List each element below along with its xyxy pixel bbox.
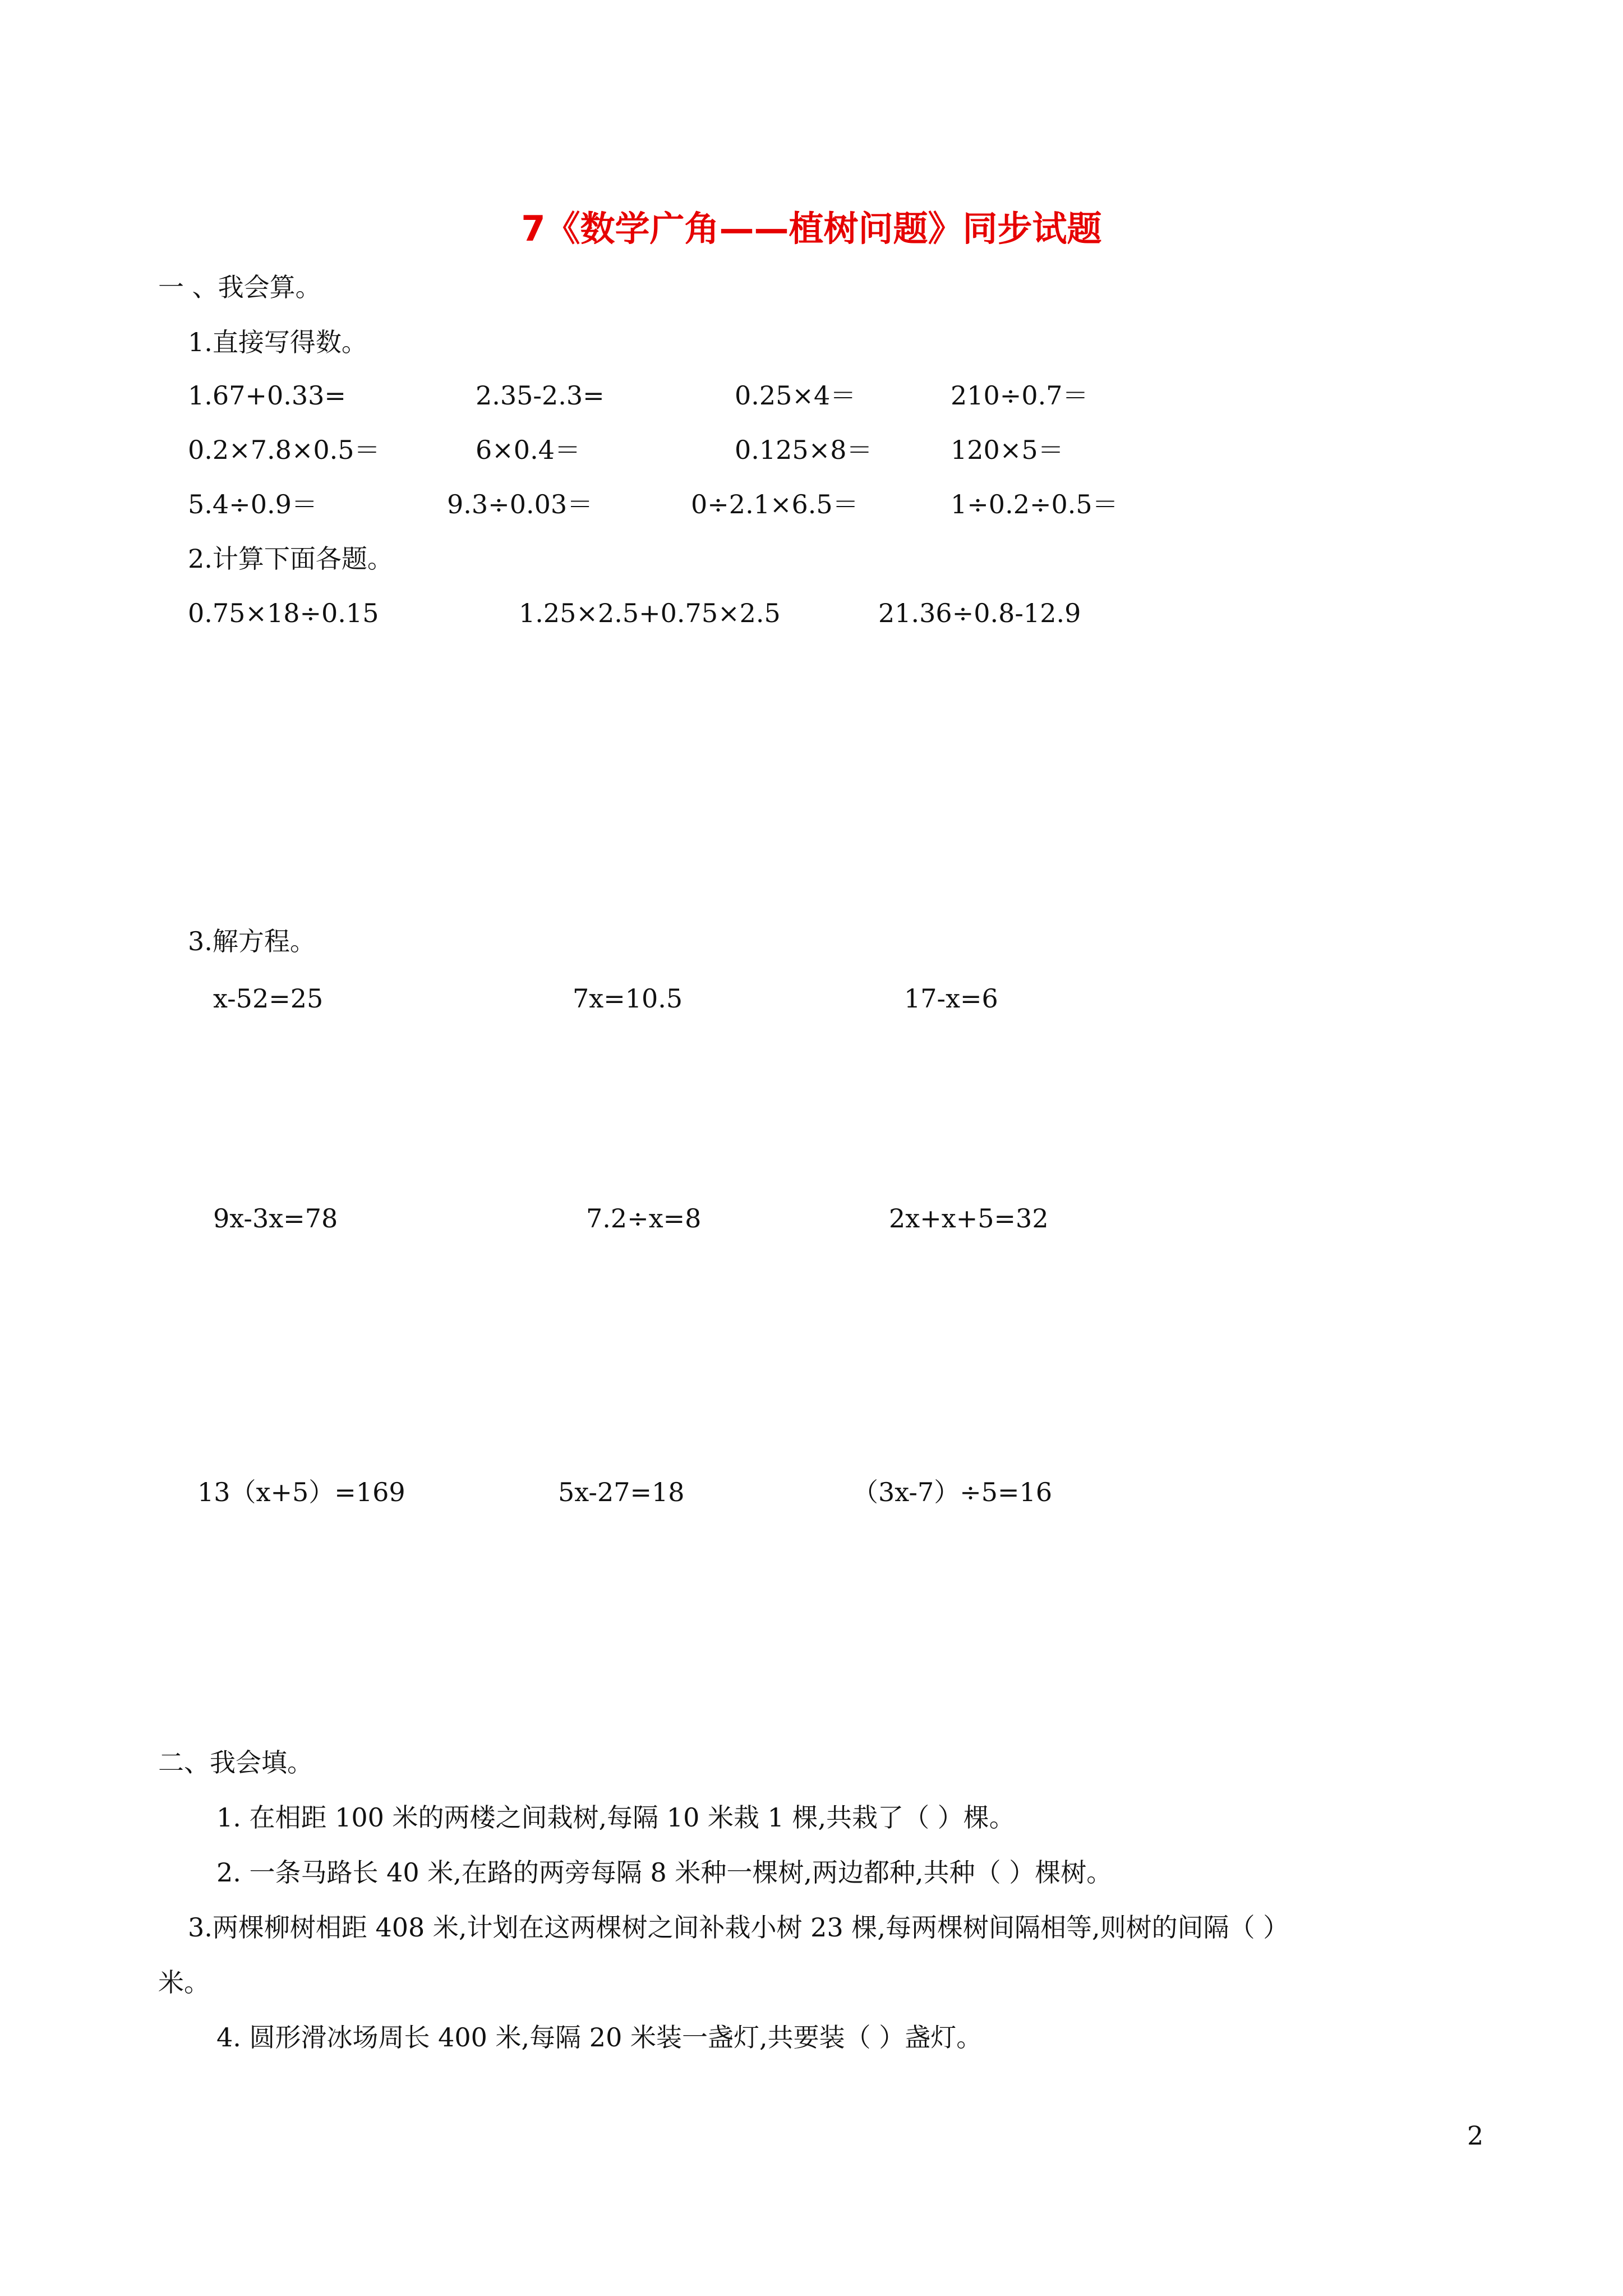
q1-item: 1.67+0.33=: [188, 380, 346, 411]
q3-item: 13（x+5）=169: [197, 1477, 405, 1507]
q3-item: 5x-27=18: [558, 1477, 685, 1507]
section2-heading: 二、我会填。: [158, 1747, 313, 1778]
fill-question: 2. 一条马路长 40 米,在路的两旁每隔 8 米种一棵树,两边都种,共种（ ）棵树。: [216, 1857, 1113, 1888]
q3-item: x-52=25: [213, 983, 324, 1014]
page-title: 7《数学广角——植树问题》同步试题: [521, 208, 1102, 249]
fill-question: 4. 圆形滑冰场周长 400 米,每隔 20 米装一盏灯,共要装（ ）盏灯。: [216, 2022, 983, 2053]
q1-item: 9.3÷0.03＝: [447, 489, 593, 519]
fill-question: 3.两棵柳树相距 408 米,计划在这两棵树之间补栽小树 23 棵,每两棵树间隔相等,则树的间隔（ ）: [188, 1912, 1289, 1943]
fill-question-continued: 米。: [158, 1967, 210, 1998]
q2-item: 0.75×18÷0.15: [188, 598, 379, 628]
q2-label: 2.计算下面各题。: [188, 544, 393, 574]
section1-heading: 一 、我会算。: [158, 272, 321, 302]
q1-item: 0.2×7.8×0.5＝: [188, 435, 380, 465]
q1-item: 0.125×8＝: [735, 435, 873, 465]
q3-item: （3x-7）÷5=16: [852, 1477, 1053, 1507]
q1-item: 1÷0.2÷0.5＝: [951, 489, 1118, 519]
q3-item: 2x+x+5=32: [889, 1203, 1049, 1234]
q1-item: 5.4÷0.9＝: [188, 489, 317, 519]
page-number: 2: [1467, 2120, 1484, 2151]
q2-item: 1.25×2.5+0.75×2.5: [519, 598, 781, 628]
q1-item: 6×0.4＝: [476, 435, 580, 465]
q1-item: 2.35-2.3=: [476, 380, 605, 411]
q1-item: 210÷0.7＝: [951, 380, 1089, 411]
q3-item: 7x=10.5: [573, 983, 683, 1014]
q1-item: 0÷2.1×6.5＝: [691, 489, 859, 519]
q1-label: 1.直接写得数。: [188, 327, 367, 357]
q3-item: 7.2÷x=8: [586, 1203, 702, 1234]
q3-item: 9x-3x=78: [213, 1203, 338, 1234]
q1-item: 0.25×4＝: [735, 380, 856, 411]
fill-question: 1. 在相距 100 米的两楼之间栽树,每隔 10 米栽 1 棵,共栽了（ ）棵。: [216, 1802, 1015, 1833]
q2-item: 21.36÷0.8-12.9: [878, 598, 1081, 628]
q3-label: 3.解方程。: [188, 926, 316, 956]
q1-item: 120×5＝: [951, 435, 1064, 465]
q3-item: 17-x=6: [904, 983, 998, 1014]
